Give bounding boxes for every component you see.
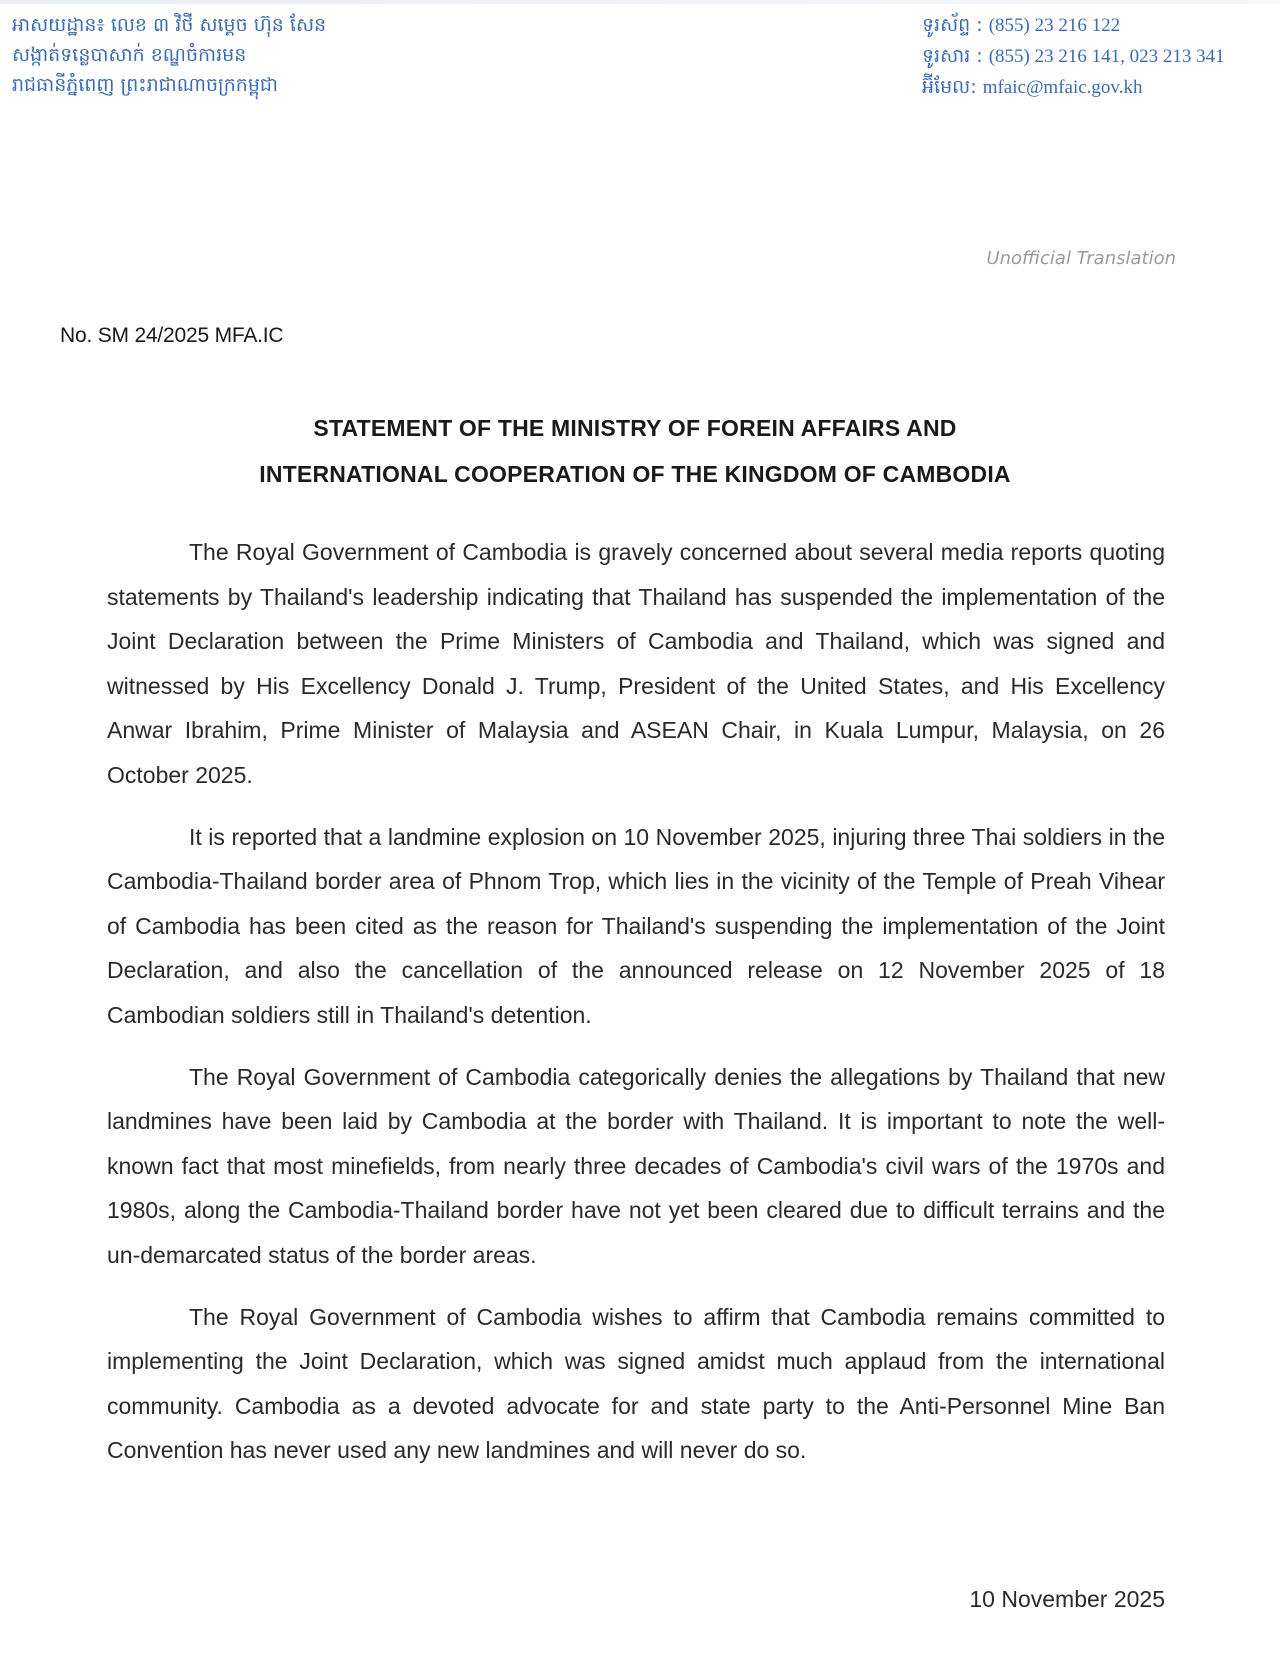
phone-label: ទូរស័ព្ទ : [922,14,989,36]
statement-title [0,405,1280,497]
email-line [922,72,1262,103]
paragraph-1: The Royal Government of Cambodia is gravely concerned about several media reports quoting statements by Thailand's leadership indicating that Thailand has suspended the implementation of the Joint Declaration between the Prime Ministers of Cambodia and Thailand, which was signed and witnessed by His Excellency Donald J. Trump, President of the United States, and His Excellency Anwar Ibrahim, Prime Minister of Malaysia and ASEAN Chair, in Kuala Lumpur, Malaysia, on 26 October 2025. [107,539,1165,788]
reference-number: No. SM 24/2025 MFA.IC [60,324,284,347]
title-line-1: STATEMENT OF THE MINISTRY OF FOREIN AFFAIRS AND [313,415,957,441]
letterhead-address [12,10,572,100]
letterhead-contact [922,10,1262,103]
email-label: អ៊ីមែល: [922,76,983,98]
address-line-1: អាសយដ្ឋាន៖ លេខ ៣ វិថី សម្ដេច ហ៊ុន សែន [12,14,327,36]
phone-value: (855) 23 216 122 [988,15,1121,36]
fax-value: (855) 23 216 141, 023 213 341 [988,46,1225,67]
paragraph-2: It is reported that a landmine explosion on 10 November 2025, injuring three Thai soldiers in the Cambodia-Thailand border area of Phnom Trop, which lies in the vicinity of the Temple of Preah Vihear of Cambodia has been cited as the reason for Thailand's suspending the implementation of the Joint Declaration, and also the cancellation of the announced release on 12 November 2025 of 18 Cambodian soldiers still in Thailand's detention. [107,823,1165,1028]
statement-body [107,530,1165,1490]
fax-label: ទូរសារ : [922,45,989,67]
top-border [0,0,1280,4]
translation-note: Unofficial Translation [986,248,1176,269]
address-line-2: សង្កាត់ទន្លេបាសាក់ ខណ្ឌចំការមន [12,44,247,66]
address-line-3: រាជធានីភ្នំពេញ ព្រះរាជាណាចក្រកម្ពុជា [12,74,278,96]
phone-line [922,10,1262,41]
paragraph-3: The Royal Government of Cambodia categorically denies the allegations by Thailand that new landmines have been laid by Cambodia at the border with Thailand. It is important to note the well-known fact that most minefields, from nearly three decades of Cambodia's civil wars of the 1970s and 1980s, along the Cambodia-Thailand border have not yet been cleared due to difficult terrains and the un-demarcated status of the border areas. [107,1063,1165,1268]
title-line-2: INTERNATIONAL COOPERATION OF THE KINGDOM OF CAMBODIA [259,461,1011,487]
statement-date: 10 November 2025 [969,1586,1165,1612]
paragraph-4: The Royal Government of Cambodia wishes to affirm that Cambodia remains committed to implementing the Joint Declaration, which was signed amidst much applaud from the international community. Cambodia as a devoted advocate for and state party to the Anti-Personnel Mine Ban Convention has never used any new landmines and will never do so. [107,1303,1165,1464]
fax-line [922,41,1262,72]
email-value: mfaic@mfaic.gov.kh [982,77,1143,98]
